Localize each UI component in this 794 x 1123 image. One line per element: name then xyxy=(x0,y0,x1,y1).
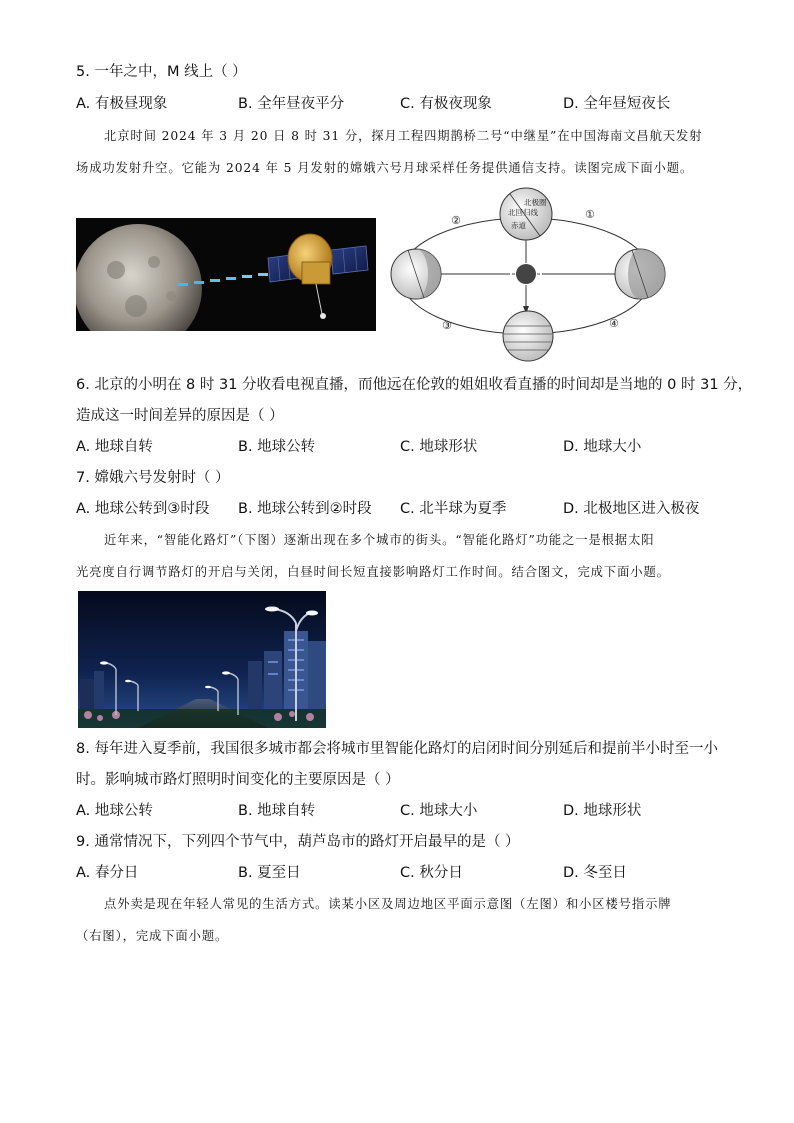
smart-street-light-photo xyxy=(78,591,326,728)
q8-stem-line1: 8. 每年进入夏季前，我国很多城市都会将城市里智能化路灯的启闭时间分别延后和提前半小时至一小 xyxy=(76,741,718,757)
q5-option-a: A. 有极昼现象 xyxy=(76,96,168,112)
q7-option-a: A. 地球公转到③时段 xyxy=(76,501,210,517)
globe-left xyxy=(391,249,441,299)
q6-stem-line2: 造成这一时间差异的原因是（ ） xyxy=(76,408,284,424)
q6-option-a: A. 地球自转 xyxy=(76,439,153,455)
q7-option-b: B. 地球公转到②时段 xyxy=(238,501,372,517)
q8-option-a: A. 地球公转 xyxy=(76,803,153,819)
q6-option-b: B. 地球公转 xyxy=(238,439,316,455)
q9-option-c: C. 秋分日 xyxy=(400,865,463,881)
q7-stem: 7. 嫦娥六号发射时（ ） xyxy=(76,470,230,486)
globe-top xyxy=(500,188,552,240)
q9-option-d: D. 冬至日 xyxy=(563,865,627,881)
passage3-line1: 点外卖是现在年轻人常见的生活方式。读某小区及周边地区平面示意图（左图）和小区楼号指示牌 xyxy=(104,897,672,911)
q8-option-d: D. 地球形状 xyxy=(563,803,642,819)
passage1-line1: 北京时间 2024 年 3 月 20 日 8 时 31 分，探月工程四期鹊桥二号“中继星”在中国海南文昌航天发射 xyxy=(104,129,703,143)
q8-stem-line2: 时。影响城市路灯照明时间变化的主要原因是（ ） xyxy=(76,772,400,788)
q6-option-d: D. 地球大小 xyxy=(563,439,642,455)
q5-stem: 5. 一年之中，M 线上（ ） xyxy=(76,64,247,80)
q5-option-c: C. 有极夜现象 xyxy=(400,96,492,112)
q9-option-b: B. 夏至日 xyxy=(238,865,301,881)
q6-stem-line1: 6. 北京的小明在 8 时 31 分收看电视直播，而他远在伦敦的姐姐收看直播的时间却是当地的 0 时 31 分， xyxy=(76,377,753,393)
q9-option-a: A. 春分日 xyxy=(76,865,139,881)
globe-label-tropic: 北回归线 xyxy=(508,208,538,217)
passage1-line2: 场成功发射升空。它能为 2024 年 5 月发射的嫦娥六号月球采样任务提供通信支持。读图完成下面小题。 xyxy=(76,161,694,175)
q7-option-c: C. 北半球为夏季 xyxy=(400,501,507,517)
q5-option-d: D. 全年昼短夜长 xyxy=(563,96,671,112)
globe-label-arctic: 北极圈 xyxy=(524,198,547,207)
passage3-line2: （右图），完成下面小题。 xyxy=(76,929,229,943)
q8-option-c: C. 地球大小 xyxy=(400,803,478,819)
orbit-label-3: ③ xyxy=(442,319,452,332)
globe-right xyxy=(615,249,665,299)
passage2-line2: 光亮度自行调节路灯的开启与关闭，白昼时间长短直接影响路灯工作时间。结合图文，完成下面小题。 xyxy=(76,565,670,579)
globe-bottom xyxy=(503,311,553,361)
sun-shape xyxy=(516,264,536,284)
moon-relay-satellite-photo xyxy=(76,218,376,331)
earth-orbit-diagram xyxy=(386,186,670,362)
q6-option-c: C. 地球形状 xyxy=(400,439,478,455)
q9-stem: 9. 通常情况下，下列四个节气中，葫芦岛市的路灯开启最早的是（ ） xyxy=(76,834,520,850)
q8-option-b: B. 地球自转 xyxy=(238,803,316,819)
orbit-label-1: ① xyxy=(585,208,595,221)
orbit-label-2: ② xyxy=(451,214,461,227)
passage2-line1: 近年来，“智能化路灯”（下图）逐渐出现在多个城市的街头。“智能化路灯”功能之一是根据太阳 xyxy=(104,533,655,547)
globe-label-equator: 赤道 xyxy=(511,221,526,230)
q5-option-b: B. 全年昼夜平分 xyxy=(238,96,345,112)
orbit-label-4: ④ xyxy=(609,317,619,330)
q7-option-d: D. 北极地区进入极夜 xyxy=(563,501,700,517)
